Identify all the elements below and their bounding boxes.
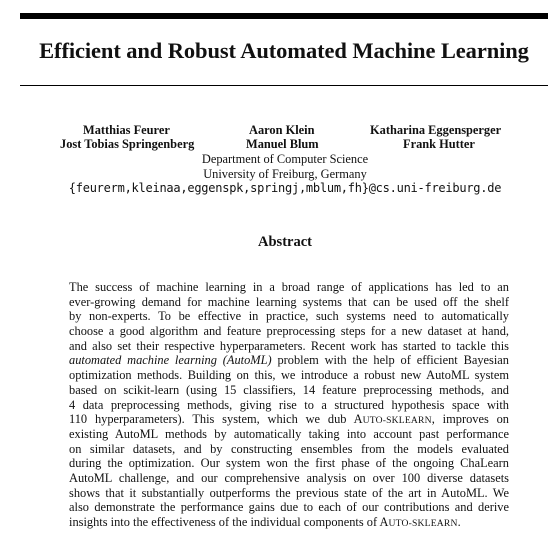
author-name: Manuel Blum [246, 137, 319, 151]
abstract-line-text: insights into the effectiveness of the individual components of [69, 515, 380, 529]
abstract-line: also demonstrate the performance gains due to each of our contributions and derive [69, 500, 509, 515]
title-rule-top [20, 13, 548, 19]
abstract-line [69, 353, 509, 368]
abstract-line: The success of machine learning in a broad range of applications has led to an [69, 280, 509, 294]
author-name: Jost Tobias Springenberg [60, 137, 195, 151]
author-name: Frank Hutter [403, 137, 475, 151]
abstract-line: and also set their respective hyperparameters. Recent work has started to tackle this [69, 338, 509, 353]
author-emails: {feurerm,kleinaa,eggenspk,springj,mblum,fh}@cs.uni-freiburg.de [68, 181, 502, 195]
system-name-initial: A [353, 412, 363, 427]
paper-title: Efficient and Robust Automated Machine Learning [39, 38, 529, 63]
affiliation-department: Department of Computer Science [201, 152, 369, 166]
author-name: Katharina Eggensperger [370, 123, 502, 137]
abstract-line: optimization methods. Building on this, we introduce a robust new AutoML system [69, 368, 509, 383]
emphasis-phrase: automated machine learning (AutoML) [69, 353, 272, 368]
abstract-line-text: . [457, 515, 461, 529]
abstract-heading: Abstract [258, 234, 312, 250]
abstract-line [69, 412, 509, 427]
abstract-line: existing AutoML methods by automatically taking into account past performance [69, 426, 509, 441]
abstract-line-text: , improves on [431, 412, 509, 427]
affiliation-university: University of Freiburg, Germany [203, 167, 367, 181]
abstract-line: during the optimization. Our system won the first phase of the ongoing ChaLearn [69, 456, 509, 471]
abstract-line: based on scikit-learn (using 15 classifiers, 14 feature preprocessing methods, and [69, 382, 509, 397]
abstract-line: by non-experts. To be effective in practice, such systems need to automatically [69, 309, 509, 324]
abstract-line-text: problem with the help of efficient Bayesian [277, 353, 509, 368]
abstract-line: shows that it substantially outperforms the previous state of the art in AutoML. We [69, 485, 509, 500]
title-rule-bottom [20, 85, 548, 86]
author-name: Matthias Feurer [83, 123, 170, 137]
abstract-line: AutoML challenge, and our comprehensive analysis on over 100 diverse datasets [69, 470, 509, 485]
system-name-initial: A [379, 515, 389, 529]
abstract-line: choose a good algorithm and feature preprocessing steps for a new dataset at hand, [69, 324, 509, 339]
author-name: Aaron Klein [249, 123, 315, 137]
abstract-line: ever-growing demand for machine learning systems that can be used off the shelf [69, 294, 509, 309]
abstract-line: 4 data preprocessing methods, giving rise to a structured hypothesis space with [69, 397, 509, 412]
abstract-line: on similar datasets, and by constructing ensembles from the models evaluated [69, 441, 509, 456]
abstract-line-text: 110 hyperparameters). This system, which we dub [69, 412, 354, 427]
abstract-line [69, 515, 509, 530]
system-name-rest: UTO-SKLEARN [362, 415, 432, 427]
abstract-body [69, 280, 509, 530]
system-name-rest: UTO-SKLEARN [388, 518, 458, 529]
